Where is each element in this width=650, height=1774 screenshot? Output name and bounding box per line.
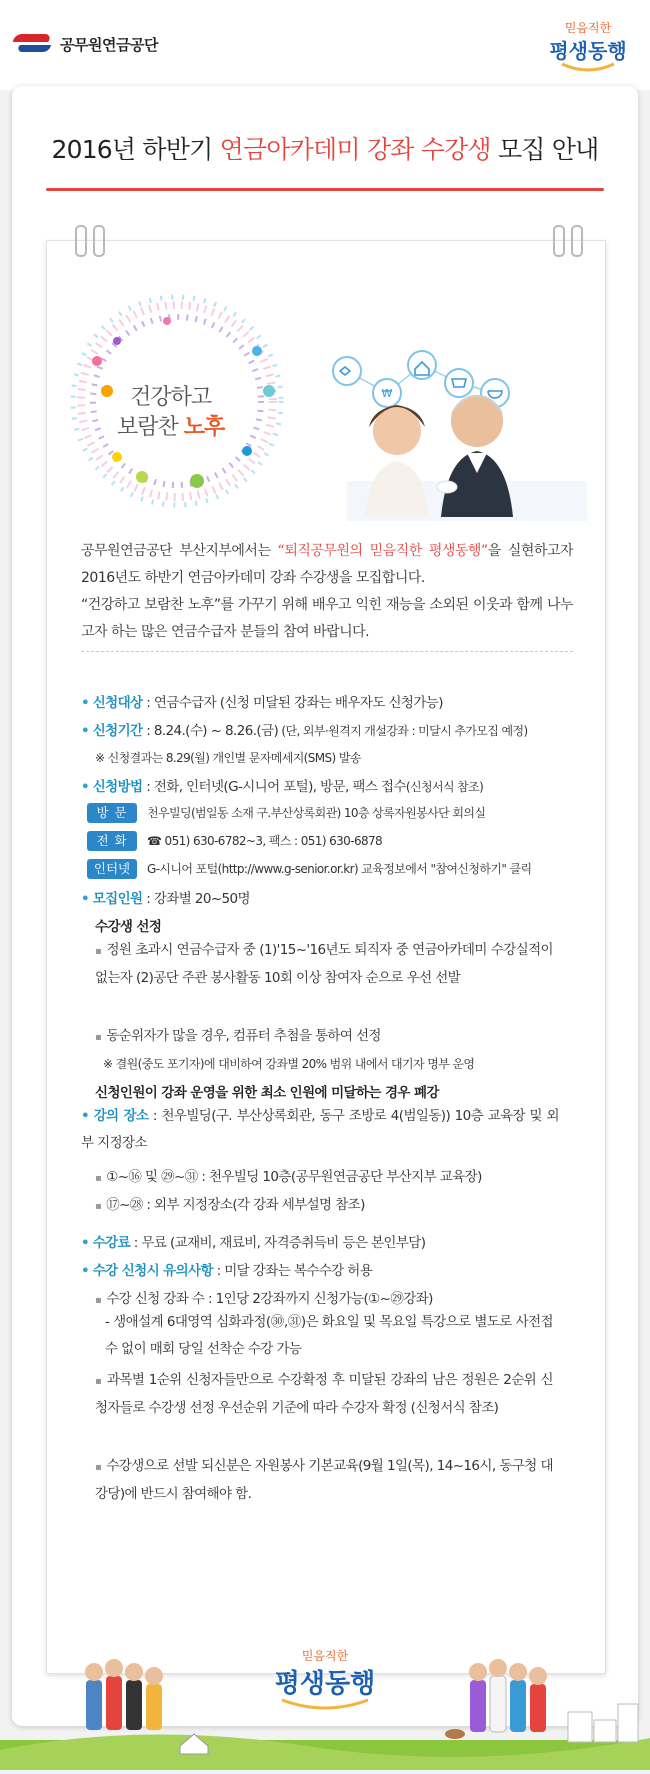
binder-clip-icon <box>553 225 565 257</box>
brand-line1: 믿음직한 <box>564 21 612 35</box>
binder-clip-icon <box>75 225 87 257</box>
selection-title: 수강생 선정 <box>95 919 162 935</box>
section-divider <box>81 651 573 652</box>
title-highlight: 연금아카데미 강좌 수강생 <box>219 135 491 164</box>
hero-illustration <box>47 281 605 521</box>
target-item: • 신청대상 : 연금수급자 (신청 미달된 강좌는 배우자도 신청가능) <box>81 695 443 711</box>
selection-rule-2: ▪ 동순위자가 많을 경우, 컴퓨터 추첨을 통하여 선정 <box>95 1023 553 1051</box>
caution-rule-1-sub: - 생애설계 6대영역 심화과정(㉚,㉛)은 화요일 및 목요일 특강으로 별도로 사전접수 없이 매회 당일 선착순 수강 가능 <box>105 1314 553 1357</box>
intro-text: 공무원연금공단 부산지부에서는 “퇴직공무원의 믿음직한 평생동행”을 실현하고자 2016년도 하반기 연금아카데미 강좌 수강생을 모집합니다. “건강하고 보람찬 노후”를 가꾸기 위해 배우고 익힌 재능을 소외된 이웃과 함께 나누고자 하는 많은 연금수급자 분들의 참여 바랍니다. <box>81 543 573 640</box>
web-chip: 인터넷 <box>87 859 137 879</box>
phone-chip: 전 화 <box>87 831 137 851</box>
title-divider <box>46 188 604 191</box>
visit-chip: 방 문 <box>87 803 137 823</box>
method-item: • 신청방법 : 전화, 인터넷(G-시니어 포털), 방문, 팩스 접수(신청서식 참조) <box>81 779 484 795</box>
notice-sheet <box>46 240 606 1674</box>
footer-brand-line1: 믿음직한 <box>301 1649 349 1663</box>
org-logo-icon <box>14 30 54 58</box>
page-title: 2016년 하반기 연금아카데미 강좌 수강생 모집 안내 <box>51 135 599 164</box>
fee-item: • 수강료 : 무료 (교재비, 재료비, 자격증취득비 등은 본인부담) <box>81 1235 426 1251</box>
closure-note: 신청인원이 강좌 운영을 위한 최소 인원에 미달하는 경우 폐강 <box>95 1085 439 1101</box>
org-logo[interactable] <box>14 30 158 58</box>
selection-note: ※ 결원(중도 포기자)에 대비하여 강좌별 20% 범위 내에서 대기자 명부 운영 <box>103 1057 475 1071</box>
caution-rule-2: ▪ 과목별 1순위 신청자들만으로 수강확정 후 미달된 강좌의 남은 정원은 2순위 신청자들로 수강생 선정 우선순위 기준에 따라 수강자 확정 (신청서식 참조) <box>95 1367 553 1422</box>
caution-rule-1: ▪ 수강 신청 강좌 수 : 1인당 2강좌까지 신청가능(①~㉙강좌) <box>95 1287 433 1307</box>
phone-row: 전 화 ☎ 051) 630-6782~3, 팩스 : 051) 630-6878 <box>87 831 382 851</box>
people-group-right-icon <box>469 1659 547 1732</box>
selection-rule-1: ▪ 정원 초과시 연금수급자 중 (1)'15~'16년도 퇴직자 중 연금아카데미 수강실적이 없는자 (2)공단 주관 봉사활동 10회 이상 참여자 순으로 우선 선발 <box>95 937 553 992</box>
visit-row: 방 문 천우빌딩(범일동 소재 구.부산상록회관) 10층 상록자원봉사단 회의실 <box>87 803 485 823</box>
binder-clip-icon <box>93 225 105 257</box>
people-group-left-icon <box>85 1659 163 1730</box>
place-detail-1: ▪ ①~⑯ 및 ㉙~㉛ : 천우빌딩 10층(공무원연금공단 부산지부 교육장) <box>95 1165 482 1185</box>
org-name: 공무원연금공단 <box>60 35 158 54</box>
caution-rule-3: ▪ 수강생으로 선발 되신분은 자원봉사 기본교육(9월 1일(목), 14~16시, 동구청 대강당)에 반드시 참여해야 함. <box>95 1453 553 1508</box>
hero-slogan: 건강하고 보람찬 노후 <box>117 385 225 440</box>
result-note: ※ 신청결과는 8.29(월) 개인별 문자메세지(SMS) 발송 <box>95 751 361 765</box>
brand-line2: 평생동행 <box>549 39 627 63</box>
footer-brand-line2: 평생동행 <box>274 1669 376 1699</box>
header-bar <box>0 0 650 90</box>
intro-quote: “퇴직공무원의 믿음직한 평생동행” <box>277 543 488 559</box>
place-detail-2: ▪ ⑰~㉘ : 외부 지정장소(각 강좌 세부설명 참조) <box>95 1193 365 1213</box>
brand-slogan-logo <box>548 10 628 80</box>
binder-clip-icon <box>571 225 583 257</box>
place-item: • 강의 장소 : 천우빌딩(구. 부산상록회관, 동구 조방로 4(범일동)) 10층 교육장 및 외부 지정장소 <box>81 1108 559 1151</box>
notice-card <box>12 86 638 1726</box>
footer-illustration <box>0 1600 650 1770</box>
count-item: • 모집인원 : 강좌별 20~50명 <box>81 891 250 907</box>
svg-text:₩: ₩ <box>381 387 393 400</box>
caution-item: • 수강 신청시 유의사항 : 미달 강좌는 복수수강 허용 <box>81 1263 373 1279</box>
web-row[interactable]: 인터넷 G-시니어 포털(http://www.g-senior.or.kr) 교육정보에서 "참여신청하기" 클릭 <box>87 859 531 879</box>
footer-graphic <box>0 1600 650 1770</box>
hero-slogan-highlight: 노후 <box>183 415 225 440</box>
period-item: • 신청기간 : 8.24.(수) ~ 8.26.(금) (단, 외부·원격지 개설강좌 : 미달시 추가모집 예정) <box>81 723 528 739</box>
